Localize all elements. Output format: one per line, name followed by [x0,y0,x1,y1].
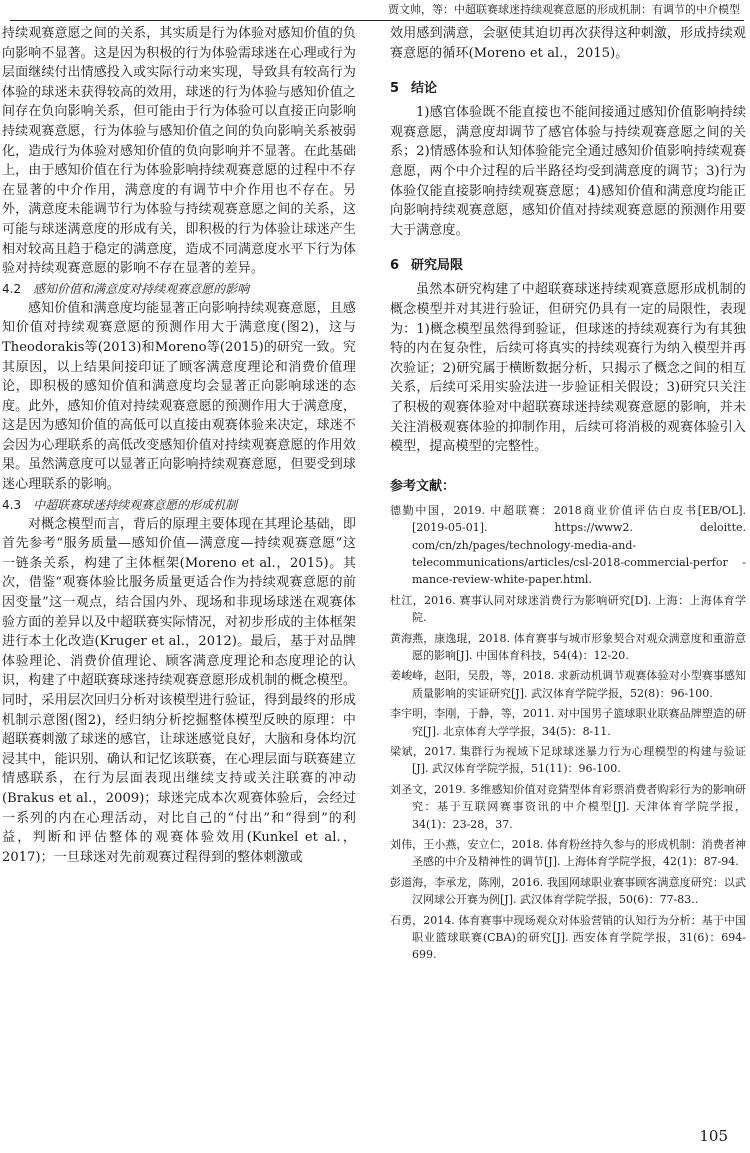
reference-item: 梁斌，2017. 集群行为视域下足球球迷暴力行为心理模型的构建与验证[J]. 武汉体育学院学报，51(11)：96-100. [390,744,746,776]
discussion-paragraph-1: 持续观赛意愿之间的关系，其实质是行为体验对感知价值的负向影响不显著。这是因为积极的行为体验需球迷在心理或行为层面继续付出情感投入或实际行动来实现，导致具有较高行为体验的球迷未获得较高的效用，球迷的行为体验与感知价值之间存在负向影响关系，但可能由于行为体验可以直接正向影响持续观赛意愿，行为体验与感知价值之间的负向影响关系被弱化，造成行为体验对感知价值的负向影响并不显著。在此基础上，由于感知价值在行为体验影响持续观赛意愿的过程中不存在显著的中介作用，满意度的有调节中介作用也不存在。另外，满意度未能调节行为体验与持续观赛意愿之间的关系，这可能与球迷满意度的形成有关，即积极的行为体验让球迷产生相对较高且趋于稳定的满意度，造成不同满意度水平下行为体验对持续观赛意愿的影响不存在显著的差异。 [2,26,356,277]
discussion-paragraph-2: 感知价值和满意度均能显著正向影响持续观赛意愿，且感知价值对持续观赛意愿的预测作用大于满意度(图2)，这与Theodorakis等(2013)和Moreno等(2015)的研究一致。究其原因，以上结果间接印证了顾客满意度理论和消费价值理论，即积极的感知价值和满意度均会显著正向影响球迷的态度。此外，感知价值对持续观赛意愿的预测作用大于满意度，这是因为感知价值的高低可以直接由观赛体验来决定，球迷不会因为心理联系的高低改变感知价值对持续观赛意愿的作用效果。虽然满意度可以显著正向影响持续观赛意愿，但要受到球迷心理联系的影响。 [2,300,356,493]
page-number: 105 [699,1127,728,1145]
section-5-heading [390,79,746,99]
subsection-number: 4.3 [2,497,22,512]
limitations-paragraph: 虽然本研究构建了中超联赛球迷持续观赛意愿形成机制的概念模型并对其进行验证，但研究仍具有一定的局限性，表现为：1)概念模型虽然得到验证，但球迷的持续观赛行为有其独特的内在复杂性，后续可将真实的持续观赛行为纳入模型并再次验证；2)研究属于横断数据分析，只揭示了概念之间的相互关系，后续可采用实验法进一步验证相关假设；3)研究只关注了积极的观赛体验对中超联赛球迷持续观赛意愿的影响，并未关注消极观赛体验的抑制作用，后续可将消极的观赛体验引入模型，提高模型的完整性。 [390,282,746,455]
subsection-title: 感知价值和满意度对持续观赛意愿的影响 [33,281,250,296]
subsection-title: 中超联赛球迷持续观赛意愿的形成机制 [33,497,238,512]
discussion-paragraph-3: 对概念模型而言，背后的原理主要体现在其理论基础，即首先参考“服务质量—感知价值—满意度—持续观赛意愿”这一链条关系，构建了主体框架(Moreno et al.，2015)。其次，借鉴“观赛体验比服务质量更适合作为持续观赛意愿的前因变量”这一观点，结合国内外、现场和非现场球迷在观赛体验方面的差异以及中超联赛实际情况，对初步形成的主体框架进行本土化改造(Kruger et al.，2012)。最后，基于对品牌体验理论、消费价值理论、顾客满意度理论和态度理论的认识，构建了中超联赛球迷持续观赛意愿形成机制的概念模型。同时，采用层次回归分析对该模型进行验证，得到最终的形成机制示意图(图2)，经归纳分析挖掘整体模型反映的原理：中超联赛刺激了球迷的感官，让球迷感觉良好，大脑和身体均沉浸其中，能识别、确认和记忆该联赛，在心理层面与联赛建立情感联系，在行为层面表现出继续支持或关注联赛的冲动(Brakus et al.，2009)；球迷完成本次观赛体验后，会经过一系列的内在心理活动，对比自己的“付出”和“得到”的利益，判断和评估整体的观赛体验效用(Kunkel et al.，2017)；一旦球迷对先前观赛过程得到的整体刺激或 [2,516,356,865]
subsection-4-2-heading [2,279,356,299]
running-header: 贾文帅，等：中超联赛球迷持续观赛意愿的形成机制：有调节的中介模型 [388,3,740,16]
section-6-heading [390,256,746,276]
section-number: 5 [390,81,400,97]
subsection-number: 4.2 [2,281,22,296]
right-column [390,24,746,1129]
reference-item: 杜江，2016. 赛事认同对球迷消费行为影响研究[D]. 上海：上海体育学院. [390,593,746,625]
section-title: 结论 [411,81,438,97]
reference-item: 姜峻峰，赵阳，吴殷，等，2018. 求新动机调节观赛体验对小型赛事感知质量影响的实证研究[J]. 武汉体育学院学报，52(8)：96-100. [390,669,746,700]
conclusion-paragraph: 1)感官体验既不能直接也不能间接通过感知价值影响持续观赛意愿，满意度却调节了感官体验与持续观赛意愿之间的关系；2)情感体验和认知体验能完全通过感知价值影响持续观赛意愿，两个中介过程的后半路径均受到满意度的调节；3)行为体验仅能直接影响持续观赛意愿；4)感知价值和满意度均能正向影响持续观赛意愿，感知价值对持续观赛意愿的预测作用要大于满意度。 [390,105,746,238]
reference-item: 刘圣文，2019. 多维感知价值对竞猜型体育彩票消费者购彩行为的影响研究：基于互联网赛事资讯的中介模型[J]. 天津体育学院学报，34(1)：23-28，37. [390,782,746,831]
section-title: 研究局限 [411,258,464,274]
reference-item: 德勤中国，2019. 中超联赛：2018商业价值评估白皮书[EB/OL]. [2019-05-01]. https://www2. deloitte. com/cn/zh/pages/technology-media-and-telecommunications/articles/csl-2018-commercial-perfor -mance-review-white-paper.html. [390,503,746,587]
reference-item: 石勇，2014. 体育赛事中现场观众对体验营销的认知行为分析：基于中国职业篮球联赛(CBA)的研究[J]. 西安体育学院学报，31(6)：694-699. [390,913,746,962]
section-number: 6 [390,258,400,274]
header-rule [10,20,744,21]
discussion-paragraph-continued: 效用感到满意，会驱使其迫切再次获得这种刺激，形成持续观赛意愿的循环(Moreno et al.，2015)。 [390,26,746,61]
reference-item: 彭道海，李承龙，陈刚，2016. 我国网球职业赛事顾客满意度研究：以武汉网球公开赛为例[J]. 武汉体育学院学报，50(6)：77-83.. [390,875,746,907]
references-list [390,502,746,964]
left-column [2,24,356,1129]
reference-item: 黄海燕，康逸琨，2018. 体育赛事与城市形象契合对观众满意度和重游意愿的影响[J]. 中国体育科技，54(4)：12-20. [390,631,746,662]
subsection-4-3-heading [2,495,356,515]
references-heading: 参考文献： [390,478,456,494]
reference-item: 李宇明，李刚，于静，等，2011. 对中国男子篮球职业联赛品牌塑造的研究[J]. 北京体育大学学报，34(5)：8-11. [390,707,746,738]
reference-item: 刘伟，王小燕，安立仁，2018. 体育粉丝持久参与的形成机制：消费者神圣感的中介及精神性的调节[J]. 上海体育学院学报，42(1)：87-94. [390,838,746,869]
